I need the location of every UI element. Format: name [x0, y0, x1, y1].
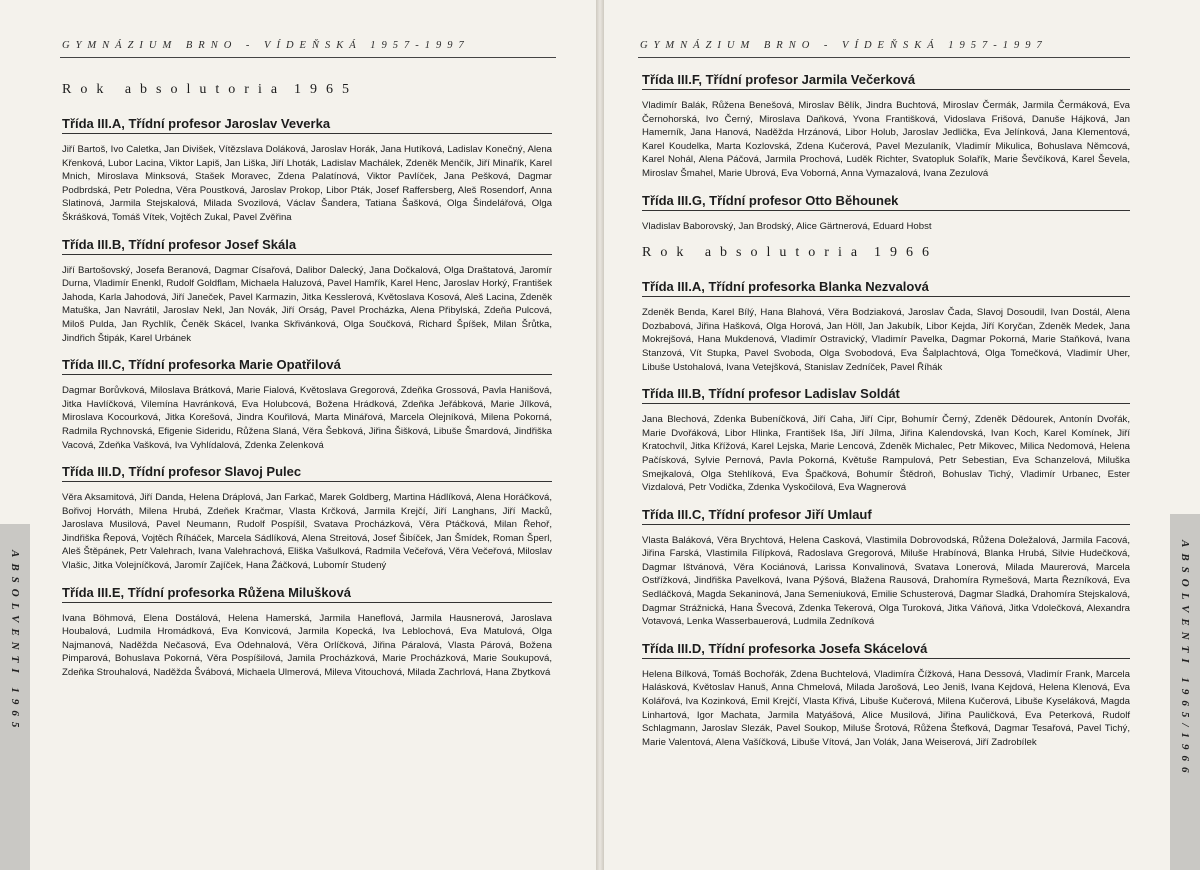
class-section — [62, 585, 552, 680]
side-tab-label: ABSOLVENTI 1965/1966 — [1179, 540, 1191, 779]
left-page-content — [62, 82, 552, 692]
year-heading-label: Rok absolutoria — [62, 82, 287, 97]
class-title: Třída III.F, Třídní profesor Jarmila Večerková — [642, 72, 1130, 90]
class-title: Třída III.E, Třídní profesorka Růžena Milušková — [62, 585, 552, 603]
class-title: Třída III.A, Třídní profesor Jaroslav Veverka — [62, 116, 552, 134]
student-list: Vladislav Baborovský, Jan Brodský, Alice Gärtnerová, Eduard Hobst — [642, 220, 932, 232]
class-title: Třída III.G, Třídní profesor Otto Běhounek — [642, 193, 1130, 211]
year-heading — [642, 245, 1130, 261]
student-list: Dagmar Borůvková, Miloslava Brátková, Marie Fialová, Květoslava Gregorová, Zdeňka Grossová, Pavla Hanišová, Jitka Havlíčková, Vilemína Havránková, Eva Holubcová, Božena Hrádková, Zdeňka Jeřábková, Marie Jílková, Miroslava Kocourková, Jitka Korešová, Jindra Kouřilová, Marta Minářová, Marcela Olejníková, Milena Pokorná, Radmila Rychnovská, Efigenie Sideridu, Růžena Slaná, Věra Šebková, Jiřina Šišková, Libuše Šmardová, Jindřiška Vacová, Zdeňka Vašková, Iva Vyhlídalová, Zdenka Zelenková — [62, 385, 552, 451]
year-heading-label: Rok absolutoria — [642, 245, 867, 261]
side-tab — [1170, 514, 1200, 870]
class-title: Třída III.D, Třídní profesor Slavoj Pulec — [62, 464, 552, 482]
right-page — [604, 0, 1200, 870]
class-title: Třída III.C, Třídní profesor Jiří Umlauf — [642, 507, 1130, 525]
side-tab — [0, 524, 30, 870]
running-head: GYMNÁZIUM BRNO - VÍDEŇSKÁ 1957-1997 — [62, 40, 470, 51]
year-heading — [62, 82, 552, 98]
class-section — [62, 116, 552, 225]
class-title: Třída III.D, Třídní profesorka Josefa Skácelová — [642, 641, 1130, 659]
year-heading-year: 1966 — [874, 245, 939, 261]
student-list: Věra Aksamitová, Jiří Danda, Helena Dráplová, Jan Farkač, Marek Goldberg, Martina Hádlíková, Alena Horáčková, Bořivoj Horváth, Milena Hrubá, Zdeňek Kračmar, Vlasta Krčková, Jarmila Krejčí, Jiří Langhans, Jiří Macků, Jaroslava Musilová, Pavel Neumann, Rudolf Pospíšil, Svatava Procházková, Věra Ptáčková, Milan Řehoř, Jindřiška Řepová, Vojtěch Říháček, Marcela Sádlíková, Alena Streitová, Josef Šibíček, Jan Šmídek, Roman Šperl, Aleš Štěpánek, Petr Valehrach, Ivana Valehrachová, Eliška Vašulková, Radmila Večeřová, Věra Večeřová, Miloslav Vlašic, Jitka Volejníčková, Jaromír Zajíček, Hana Žáčková, Lubomír Studený — [62, 492, 552, 572]
student-list: Zdeněk Benda, Karel Bílý, Hana Blahová, Věra Bodziaková, Jaroslav Čada, Slavoj Dosoudil, Ivan Dostál, Alena Dozbabová, Jiřina Hašková, Olga Horová, Jan Höll, Jan Jakubík, Libor Kejda, Jiří Koryčan, Zdeněk Medek, Jana Mokrejšová, Hana Mukdenová, Vladimír Ostravický, Vladimír Pavelka, Dagmar Pokorná, Marie Staňková, Ivana Stanzová, Vít Stupka, Pavel Svoboda, Olga Svobodová, Eva Šalplachtová, Olga Tomečková, Vladimír Uher, Libuše Ustohalová, Ivana Vetejšková, Stanislav Zedníček, Pavel Říhák — [642, 307, 1130, 373]
right-page-content — [642, 72, 1130, 761]
class-section — [642, 193, 1130, 234]
class-title: Třída III.B, Třídní profesor Ladislav Soldát — [642, 386, 1130, 404]
student-list: Vladimír Balák, Růžena Benešová, Miroslav Bělík, Jindra Buchtová, Miroslav Čermák, Jarmila Čermáková, Eva Černohorská, Ivo Černý, Miroslava Daňková, Yvona Františková, Vidoslava Frišová, Danuše Hájková, Jan Hamerník, Jana Hanová, Naděžda Hrzánová, Libor Holub, Jaroslav Jedlička, Eva Jelínková, Jana Klementová, Karel Koudelka, Marta Kozlovská, Zdena Kučerová, Pavel Mezulaník, Vladimír Mikulica, Bohuslava Němcová, Karel Nohál, Alena Páčová, Jarmila Prochová, Luděk Richter, Svatopluk Solařík, Marie Ševčíková, Karel Ševela, Miroslav Šmahel, Marie Ubrová, Eva Voborná, Anna Vymazalová, Ivana Zezulová — [642, 100, 1130, 179]
class-section — [62, 357, 552, 452]
class-section — [642, 386, 1130, 495]
header-rule — [60, 57, 556, 58]
class-section — [62, 464, 552, 573]
student-list: Helena Bílková, Tomáš Bochořák, Zdena Buchtelová, Vladimíra Čížková, Hana Dessová, Vladimír Frank, Marcela Halásková, Květoslav Hanuš, Anna Chmelová, Milada Jarošová, Leo Jeniš, Ivana Kejdová, Helena Klenová, Eva Kolářová, Iva Kozinková, Emil Krejčí, Vlasta Křivá, Libuše Kučerová, Milena Kučerová, Libuše Kyseláková, Magda Linhartová, Igor Machata, Jarmila Matyášová, Alice Musilová, Jiřina Pauličková, Eva Peterková, Rudolf Schlagmann, Jaroslav Slezák, Pavel Soukop, Miluše Šrotová, Růžena Štefková, Dagmar Tesařová, Pavel Tichý, Marie Valentová, Alena Vašíčková, Libuše Vítová, Jan Volák, Jana Weiserová, Jiří Zadrobílek — [642, 668, 1130, 748]
class-section — [62, 237, 552, 346]
side-tab-label: ABSOLVENTI 1965 — [9, 550, 21, 734]
student-list: Jana Blechová, Zdenka Bubeníčková, Jiří Caha, Jiří Cipr, Bohumír Černý, Zdeněk Dědourek, Antonín Dvořák, Marie Dvořáková, Libor Hlinka, František Iša, Jiří Jílma, Jiřina Kalendovská, Ivan Koch, Karel Komínek, Jiří Kratochvíl, Jitka Křížová, Karel Lejska, Marie Lencová, Zdeněk Michalec, Petr Mikovec, Milica Nedomová, Helena Pačísková, Sylvie Pernová, Pavla Pokorná, Květuše Rampulová, Petr Sebestian, Eva Schanzelová, Miluška Smejkalová, Olga Stehlíková, Eva Špačková, Bohumír Štědroň, Bohuslav Tichý, Vladimír Urbanec, Ester Vizdalová, Petr Vodička, Zdenka Vyskočilová, Eva Wagnerová — [642, 414, 1130, 494]
class-title: Třída III.B, Třídní profesor Josef Skála — [62, 237, 552, 255]
header-rule — [638, 57, 1130, 58]
class-section — [642, 72, 1130, 181]
student-list: Ivana Böhmová, Elena Dostálová, Helena Hamerská, Jarmila Haneflová, Jarmila Hausnerová, Jaroslava Houbalová, Ludmila Hromádková, Eva Konvicová, Jarmila Kopecká, Iva Leblochová, Eva Matulová, Olga Najmanová, Naděžda Nečasová, Eva Odehnalová, Věra Orlíčková, Jiřina Páralová, Vlasta Párová, Božena Pimparová, Bohuslava Pokorná, Věra Pospíšilová, Jamila Procházková, Marie Procházková, Marie Soukupová, Zdeňka Strouhalová, Naděžda Švábová, Michaela Ulmerová, Mileva Vitouchová, Milada Zachrlová, Hana Zbytková — [62, 612, 552, 679]
student-list: Jiří Bartoš, Ivo Caletka, Jan Divišek, Vítězslava Doláková, Jaroslav Horák, Jana Hutíková, Ladislav Konečný, Alena Křenková, Lubor Lacina, Viktor Lapiš, Jan Liška, Jiří Lhoták, Ladislav Machálek, Zdeněk Menčík, Jiří Minařík, Karel Mnich, Miroslava Minksová, Stašek Moravec, Zdena Palatínová, Viktor Pavlíček, Jana Pešková, Dagmar Podbrdská, Petr Poledna, Věra Poustková, Jaroslav Prokop, Libor Pták, Josef Raffersberg, Aleš Rosendorf, Anna Slatinová, Jarmila Stejskalová, Milada Svozilová, Václav Šandera, Tatiana Šašková, Olga Šindelářová, Olga Škrášková, Tomáš Vítek, Vojtěch Zukal, Pavel Zvěřina — [62, 144, 552, 223]
student-list: Vlasta Baláková, Věra Brychtová, Helena Casková, Vlastimila Dobrovodská, Růžena Doležalová, Jarmila Facová, Jiřina Farská, Vlastimila Filípková, Radoslava Gregorová, Miluše Hrabínová, Blanka Hrubá, Silvie Hudečková, Dagmar Ištvánová, Věra Kociánová, Larissa Konvalinová, Svatava Lonerová, Milada Maurerová, Marcela Ostřížková, Jindřiška Pavelková, Ivana Pýšová, Blažena Rausová, Drahomíra Rymešová, Marta Řezníková, Eva Sedláčková, Magda Sekaninová, Jana Semeniuková, Emilie Schusterová, Dagmar Sladká, Drahomíra Stejskalová, Dagmar Strážnická, Hana Švecová, Zdenka Tekerová, Olga Turoková, Jitka Váňová, Jitka Vdolečková, Alexandra Votavová, Lenka Wasserbauerová, Ludmila Zedníková — [642, 534, 1130, 628]
class-section — [642, 507, 1130, 629]
year-heading-year: 1965 — [294, 82, 359, 97]
student-list: Jiří Bartošovský, Josefa Beranová, Dagmar Císařová, Dalibor Dalecký, Jana Dočkalová, Olga Draštatová, Jaromír Durna, Vladimír Enenkl, Rudolf Goldflam, Michaela Haluzová, Pavel Hamřík, Karel Henc, Jaroslav Horký, František Jahoda, Karla Jahodová, Jiří Janeček, Pavel Karmazin, Jitka Kesslerová, Květoslava Kosová, Aleš Lacina, Zdeněk Matuška, Jan Navrátil, Jaroslav Nekl, Jan Novák, Jiří Orság, Pavel Procházka, Alena Přibylská, Zdeňa Pulcová, Miloš Pulda, Jan Rychlík, Čeněk Skácel, Ivanka Skřivánková, Olga Součková, Richard Špíšek, Milan Šrůtka, Jindřich Štipák, Karel Urbánek — [62, 264, 552, 344]
class-section — [642, 279, 1130, 374]
class-section — [642, 641, 1130, 750]
class-title: Třída III.C, Třídní profesorka Marie Opatřilová — [62, 357, 552, 375]
running-head: GYMNÁZIUM BRNO - VÍDEŇSKÁ 1957-1997 — [640, 40, 1048, 51]
class-title: Třída III.A, Třídní profesorka Blanka Nezvalová — [642, 279, 1130, 297]
book-gutter — [596, 0, 604, 870]
left-page — [0, 0, 596, 870]
